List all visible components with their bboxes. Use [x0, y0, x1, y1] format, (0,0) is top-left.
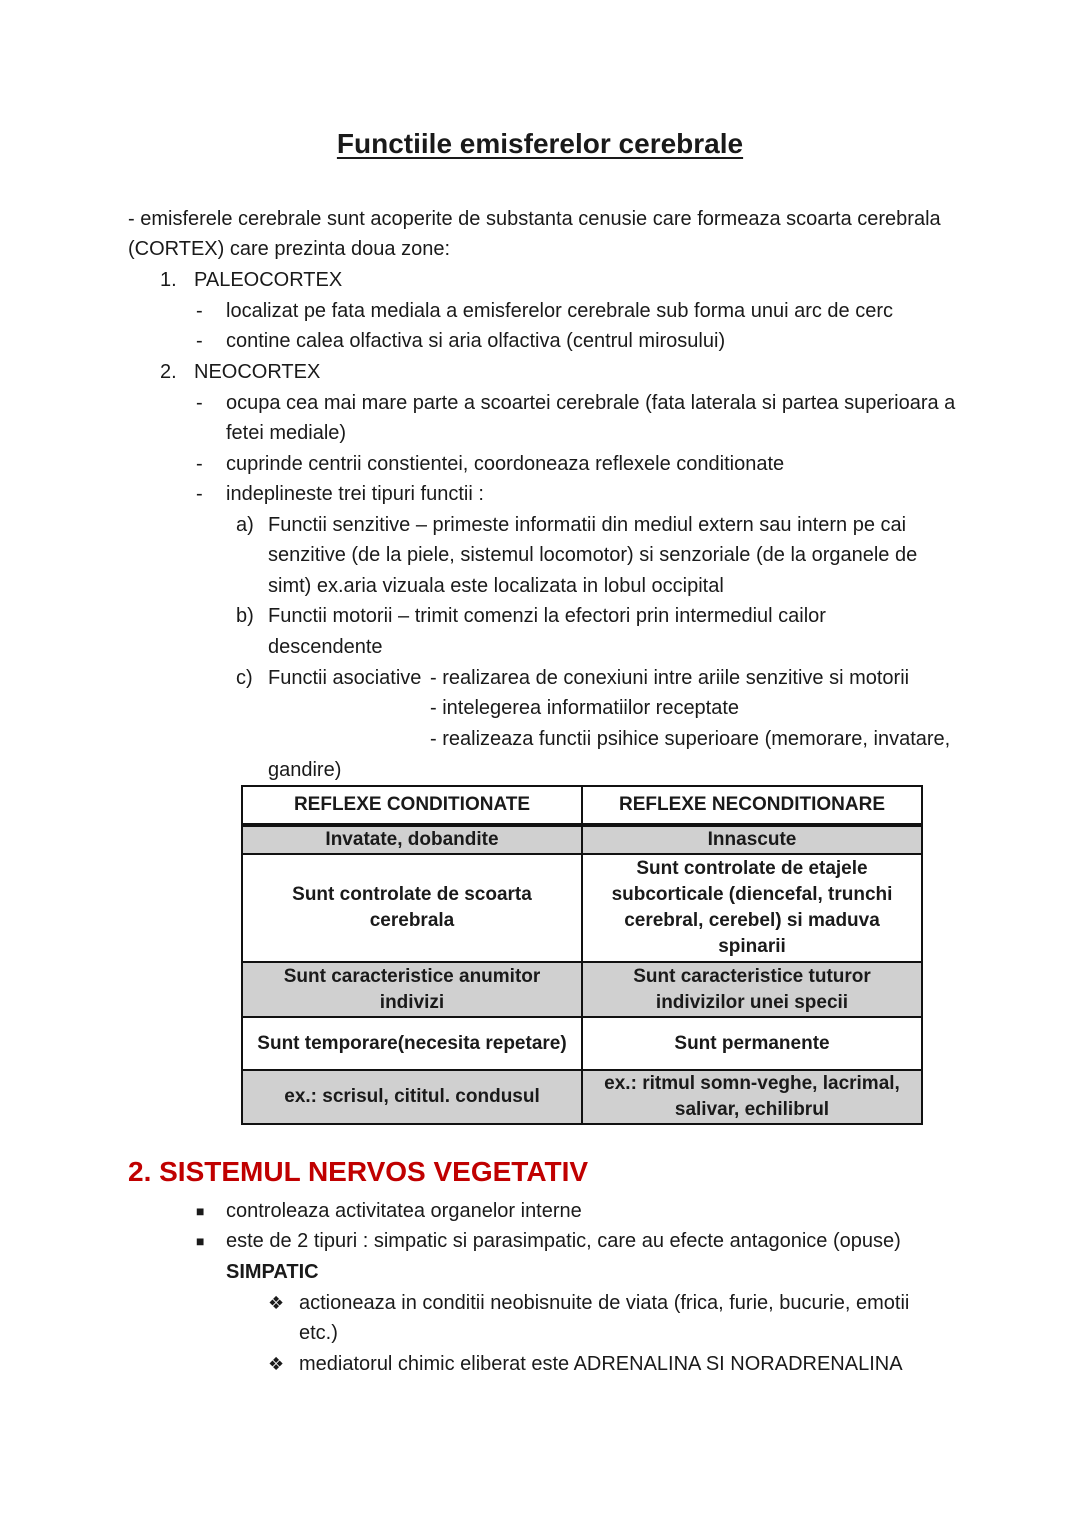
table-cell: Sunt controlate de etajele subcorticale (diencefal, trunchi cerebral, cerebel) si maduva spinarii	[582, 854, 922, 962]
function-a-line-1: Functii senzitive – primeste informatii din mediul extern sau intern pe cai	[268, 514, 907, 536]
function-c-head: Functii asociative	[268, 667, 422, 689]
function-b-line-1: Functii motorii – trimit comenzi la efectori prin intermediul cailor	[268, 605, 826, 627]
table-row	[242, 962, 922, 1017]
table-cell: Sunt caracteristice anumitor indivizi	[242, 962, 582, 1017]
function-c-item-3: - realizeaza functii psihice superioare (memorare, invatare,	[430, 728, 951, 750]
simpatic-item-1-line-2: etc.)	[299, 1322, 338, 1344]
table-cell: ex.: ritmul somn-veghe, lacrimal, salivar, echilibrul	[582, 1070, 922, 1124]
page-title: Functiile emisferelor cerebrale	[336, 128, 744, 159]
table-cell: Invatate, dobandite	[242, 825, 582, 854]
table-header-cell: REFLEXE CONDITIONATE	[242, 786, 582, 825]
table-header-cell: REFLEXE NECONDITIONARE	[582, 786, 922, 825]
paleo-item-2: contine calea olfactiva si aria olfactiva (centrul mirosului)	[226, 330, 726, 352]
table-header-row	[242, 786, 922, 825]
paleocortex-label: PALEOCORTEX	[194, 269, 343, 291]
section-heading: 2. SISTEMUL NERVOS VEGETATIV	[128, 1156, 589, 1187]
table-row	[242, 1017, 922, 1070]
section2-bullet-2: este de 2 tipuri : simpatic si parasimpatic, care au efecte antagonice (opuse)	[226, 1230, 901, 1252]
neo-item-1-line-2: fetei mediale)	[226, 422, 347, 444]
paleo-item-1: localizat pe fata mediala a emisferelor cerebrale sub forma unui arc de cerc	[226, 300, 893, 322]
neo-item-2: cuprinde centrii constientei, coordoneaza reflexele conditionate	[226, 453, 785, 475]
dash-marker: -	[196, 483, 203, 505]
table-row	[242, 854, 922, 962]
table-cell: Innascute	[582, 825, 922, 854]
table-row	[242, 1070, 922, 1124]
neo-item-1-line-1: ocupa cea mai mare parte a scoartei cerebrale (fata laterala si partea superioara a	[226, 392, 956, 414]
list-number-1: 1.	[160, 269, 177, 291]
simpatic-item-1-line-1: actioneaza in conditii neobisnuite de viata (frica, furie, bucurie, emotii	[299, 1292, 910, 1314]
section2-bullet-1: controleaza activitatea organelor interne	[226, 1200, 582, 1222]
simpatic-subheading: SIMPATIC	[226, 1261, 319, 1283]
function-a-line-3: simt) ex.aria vizuala este localizata in lobul occipital	[268, 575, 724, 597]
simpatic-item-2: mediatorul chimic eliberat este ADRENALINA SI NORADRENALINA	[299, 1353, 903, 1375]
function-b-label: b)	[236, 605, 254, 627]
neocortex-label: NEOCORTEX	[194, 361, 321, 383]
dash-marker: -	[196, 453, 203, 475]
list-number-2: 2.	[160, 361, 177, 383]
square-bullet-icon: ■	[196, 1233, 205, 1249]
function-c-tail: gandire)	[268, 759, 342, 781]
function-a-label: a)	[236, 514, 254, 536]
square-bullet-icon: ■	[196, 1203, 205, 1219]
table-cell: Sunt controlate de scoarta cerebrala	[242, 854, 582, 962]
table-cell: Sunt temporare(necesita repetare)	[242, 1017, 582, 1070]
dash-marker: -	[196, 392, 203, 414]
table-cell: ex.: scrisul, cititul. condusul	[242, 1070, 582, 1124]
function-c-item-2: - intelegerea informatiilor receptate	[430, 697, 740, 719]
dash-marker: -	[196, 300, 203, 322]
function-c-label: c)	[236, 667, 253, 689]
function-a-line-2: senzitive (de la piele, sistemul locomotor) si senzoriale (de la organele de	[268, 544, 918, 566]
diamond-bullet-icon: ❖	[268, 1354, 285, 1374]
function-b-line-2: descendente	[268, 636, 383, 658]
table-cell: Sunt caracteristice tuturor indivizilor unei specii	[582, 962, 922, 1017]
diamond-bullet-icon: ❖	[268, 1293, 285, 1313]
intro-line-2: (CORTEX) care prezinta doua zone:	[128, 238, 451, 260]
function-c-item-1: - realizarea de conexiuni intre ariile senzitive si motorii	[430, 667, 910, 689]
table-cell: Sunt permanente	[582, 1017, 922, 1070]
neo-item-3: indeplineste trei tipuri functii :	[226, 483, 484, 505]
intro-line-1: - emisferele cerebrale sunt acoperite de substanta cenusie care formeaza scoarta cerebrala	[128, 208, 941, 230]
reflex-comparison-table	[241, 785, 923, 1125]
table-row	[242, 825, 922, 854]
dash-marker: -	[196, 330, 203, 352]
